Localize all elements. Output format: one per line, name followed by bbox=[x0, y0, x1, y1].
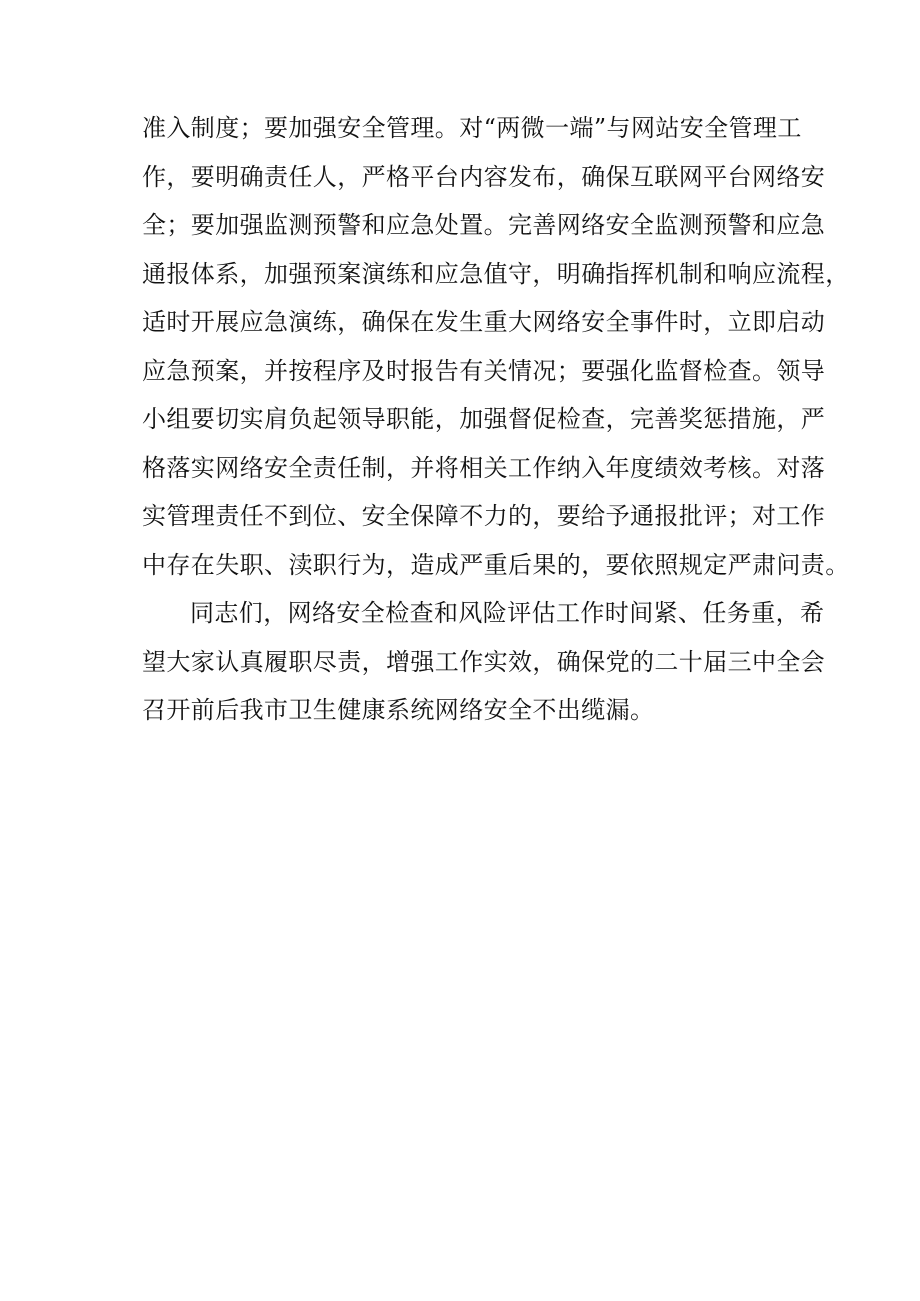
text-line: 小组要切实肩负起领导职能，加强督促检查，完善奖惩措施，严 bbox=[142, 405, 826, 433]
text-line: 召开前后我市卫生健康系统网络安全不出缆漏。 bbox=[142, 696, 655, 724]
text-line: 准入制度；要加强安全管理。对“两微一端”与网站安全管理工 bbox=[142, 114, 802, 142]
text-line: 实管理责任不到位、安全保障不力的，要给予通报批评；对工作 bbox=[142, 502, 826, 530]
text-line: 通报体系，加强预案演练和应急值守，明确指挥机制和响应流程， bbox=[142, 259, 850, 288]
text-line: 中存在失职、渎职行为，造成严重后果的，要依照规定严肃问责。 bbox=[142, 550, 850, 579]
text-line: 格落实网络安全责任制，并将相关工作纳入年度绩效考核。对落 bbox=[142, 453, 826, 482]
text-line: 全；要加强监测预警和应急处置。完善网络安全监测预警和应急 bbox=[142, 211, 826, 239]
text-line: 同志们，网络安全检查和风险评估工作时间紧、任务重，希 bbox=[190, 599, 825, 627]
document-body bbox=[142, 104, 850, 735]
text-line: 应急预案，并按程序及时报告有关情况；要强化监督检查。领导 bbox=[142, 356, 826, 385]
paragraph bbox=[142, 104, 850, 589]
text-line: 作，要明确责任人，严格平台内容发布，确保互联网平台网络安 bbox=[142, 162, 826, 191]
paragraph bbox=[142, 589, 826, 735]
text-line: 望大家认真履职尽责，增强工作实效，确保党的二十届三中全会 bbox=[142, 647, 826, 676]
text-line: 适时开展应急演练，确保在发生重大网络安全事件时，立即启动 bbox=[142, 308, 826, 336]
